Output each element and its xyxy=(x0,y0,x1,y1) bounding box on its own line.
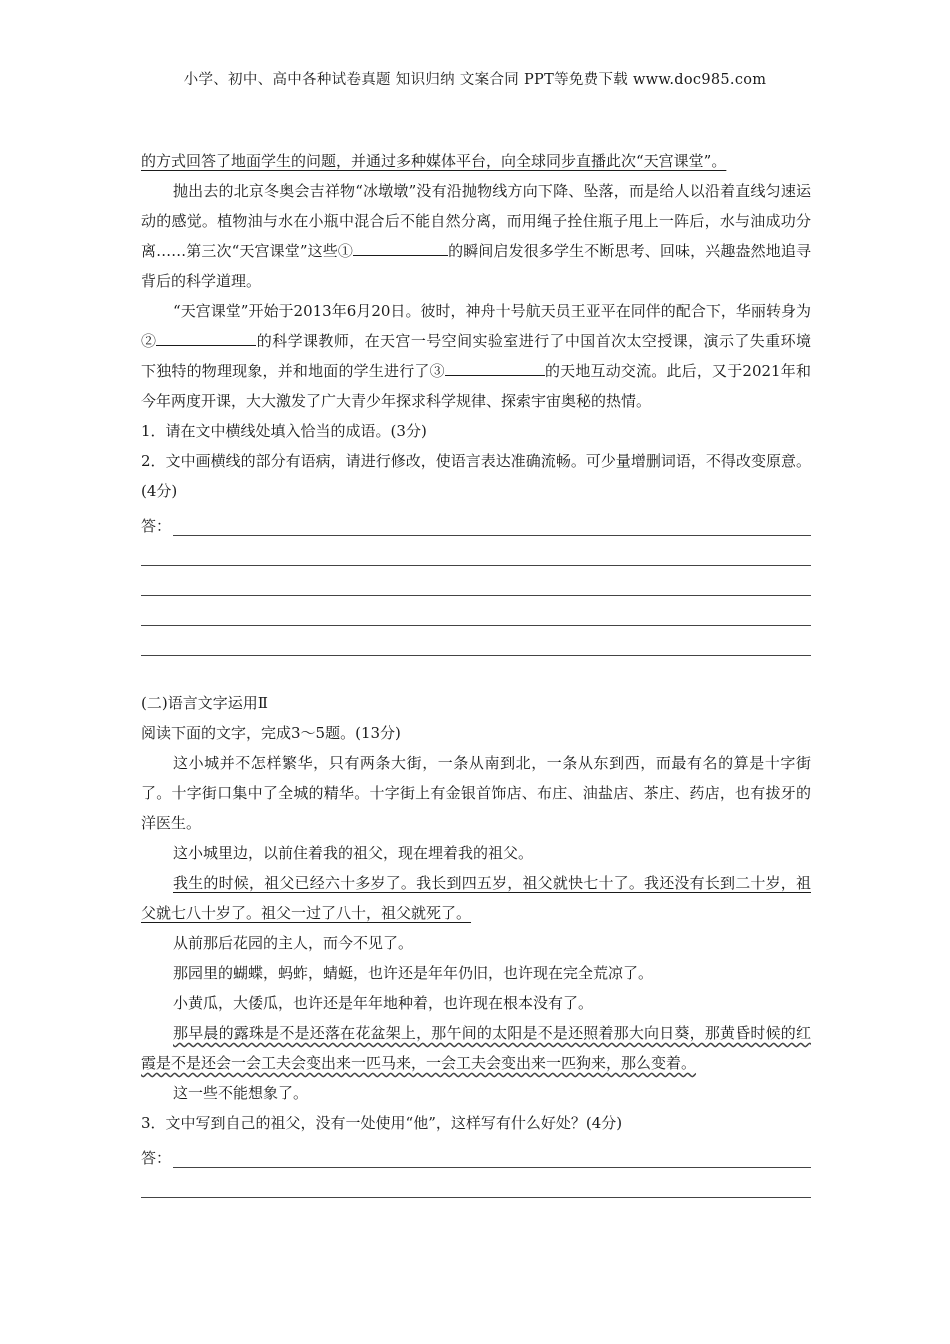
reading-paragraph-5: 那园里的蝴蝶，蚂蚱，蜻蜓，也许还是年年仍旧，也许现在完全荒凉了。 xyxy=(173,964,654,982)
reading-paragraph-7: 那早晨的露珠是不是还落在花盆架上，那午间的太阳是不是还照着那大向日葵，那黄昏时候的红霞是不是还会一会工夫会变出来一匹马来，一会工夫会变出来一匹狗来，那么变着。 xyxy=(141,1024,811,1072)
page-header: 小学、初中、高中各种试卷真题 知识归纳 文案合同 PPT等免费下载 www.doc985.com xyxy=(183,72,767,88)
question-1: 1．请在文中横线处填入恰当的成语。(3分) xyxy=(141,422,427,440)
reading-paragraph-3: 我生的时候，祖父已经六十多岁了。我长到四五岁，祖父就快七十了。我还没有长到二十岁，祖父就七八十岁了。祖父一过了八十，祖父就死了。 xyxy=(141,874,811,922)
question-3: 3．文中写到自己的祖父，没有一处使用“他”，这样写有什么好处？(4分) xyxy=(141,1114,623,1132)
answer-line[interactable] xyxy=(141,536,811,566)
answer-label: 答： xyxy=(141,1149,172,1167)
blank-1 xyxy=(353,239,448,256)
passage-paragraph-2: 抛出去的北京冬奥会吉祥物“冰墩墩”没有沿抛物线方向下降、坠落，而是给人以沿着直线匀速运动的感觉。植物油与水在小瓶中混合后不能自然分离，而用绳子拴住瓶子甩上一阵后，水与油成功分离……第三次“天宫课堂”这些① 的瞬间启发很多学生不断思考、回味，兴趣盎然地追寻背后的科学道理。 xyxy=(141,182,811,290)
question-2: 2．文中画横线的部分有语病，请进行修改，使语言表达准确流畅。可少量增删词语，不得改变原意。(4分) xyxy=(141,452,811,500)
section-title: (二)语言文字运用Ⅱ xyxy=(141,694,268,712)
answer-line[interactable] xyxy=(141,626,811,656)
blank-2 xyxy=(156,329,256,346)
answer-area-q3[interactable] xyxy=(141,1138,811,1168)
page-content xyxy=(141,146,811,1198)
blank-3 xyxy=(445,359,545,376)
reading-paragraph-6: 小黄瓜，大倭瓜，也许还是年年地种着，也许现在根本没有了。 xyxy=(173,994,594,1012)
answer-line[interactable] xyxy=(141,596,811,626)
answer-line[interactable] xyxy=(141,1168,811,1198)
section-instruction: 阅读下面的文字，完成3～5题。(13分) xyxy=(141,724,401,742)
answer-area-q2[interactable] xyxy=(141,506,811,536)
passage-paragraph-3: “天宫课堂”开始于2013年6月20日。彼时，神舟十号航天员王亚平在同伴的配合下，华丽转身为② 的科学课教师，在天宫一号空间实验室进行了中国首次太空授课，演示了失重环境下独特的物理现象，并和地面的学生进行了③ 的天地互动交流。此后，又于2021年和今年两度开课，大大激发了广大青少年探求科学规律、探索宇宙奥秘的热情。 xyxy=(141,302,811,410)
reading-paragraph-1: 这小城并不怎样繁华，只有两条大街，一条从南到北，一条从东到西，而最有名的算是十字街了。十字街口集中了全城的精华。十字街上有金银首饰店、布庄、油盐店、茶庄、药店，也有拔牙的洋医生。 xyxy=(141,754,811,832)
answer-label: 答： xyxy=(141,517,172,535)
answer-line[interactable] xyxy=(141,566,811,596)
reading-paragraph-8: 这一些不能想象了。 xyxy=(173,1084,309,1102)
reading-paragraph-4: 从前那后花园的主人，而今不见了。 xyxy=(173,934,414,952)
reading-paragraph-2: 这小城里边，以前住着我的祖父，现在埋着我的祖父。 xyxy=(173,844,534,862)
passage-line-underlined: 的方式回答了地面学生的问题，并通过多种媒体平台，向全球同步直播此次“天宫课堂”。 xyxy=(141,152,727,170)
